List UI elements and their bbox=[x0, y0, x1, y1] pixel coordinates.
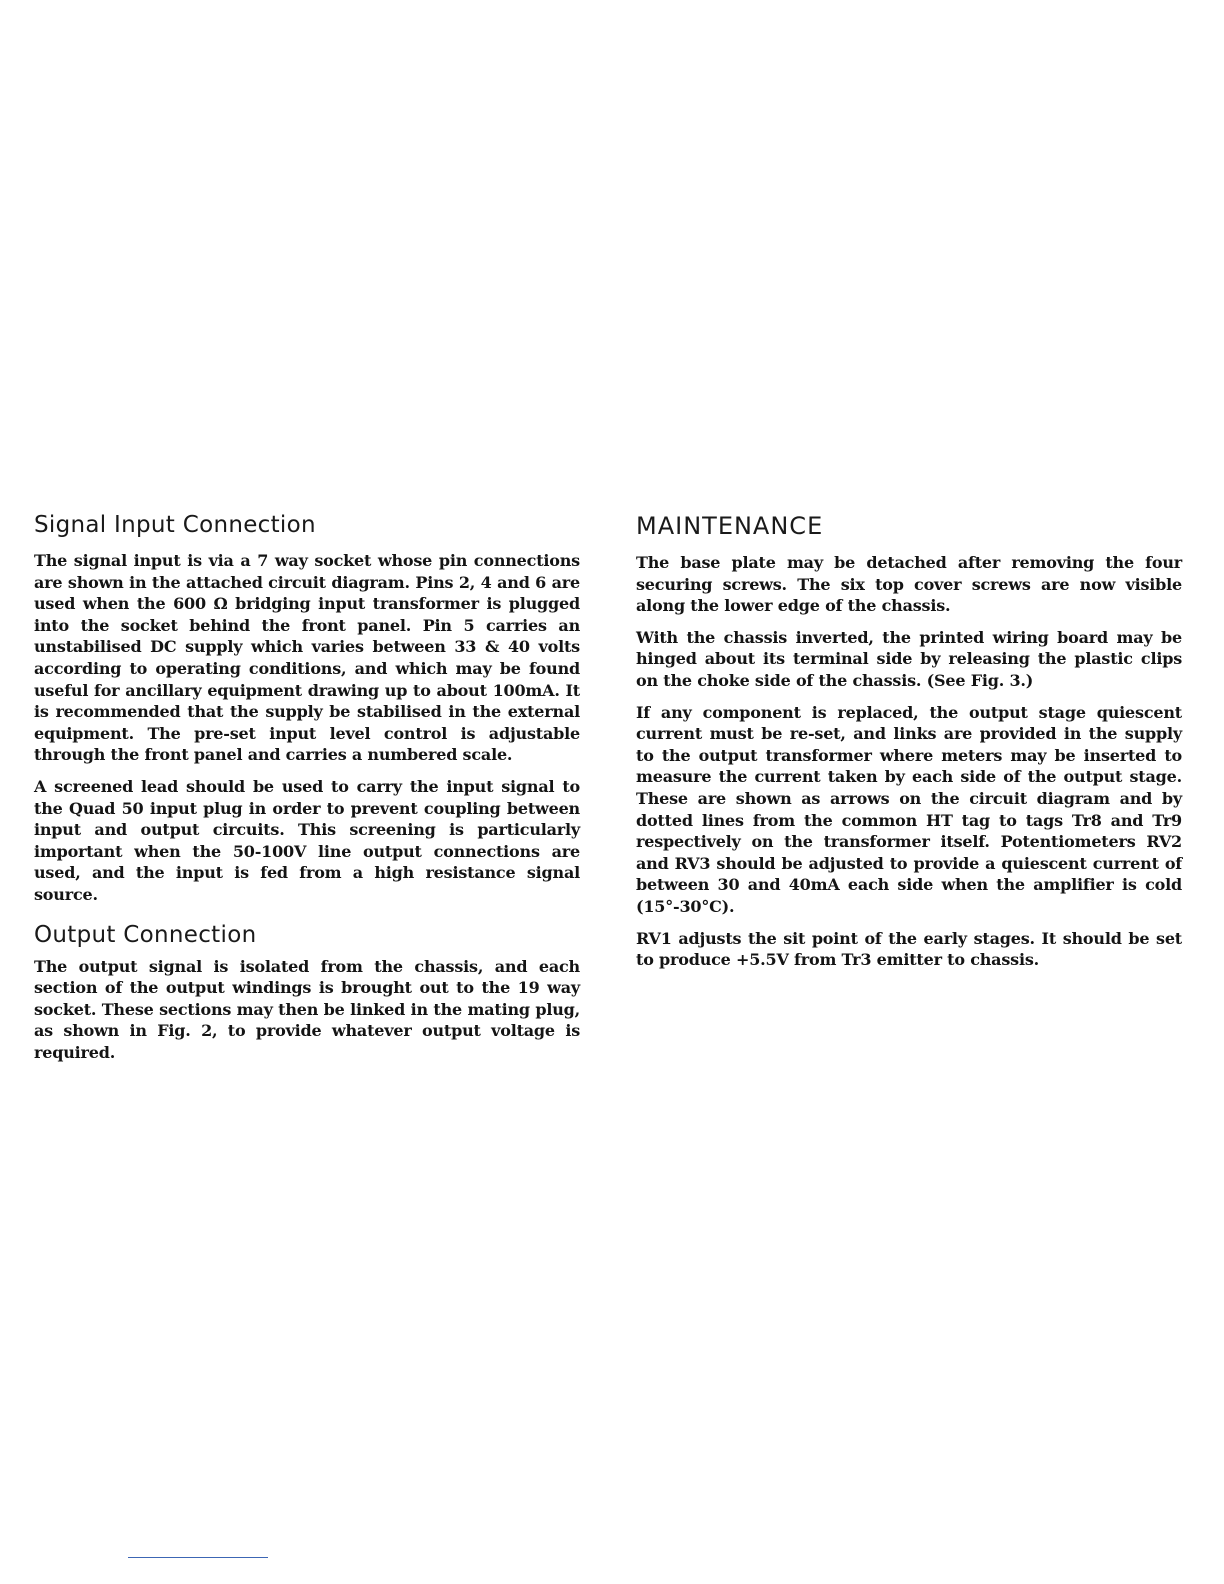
maintenance-paragraph-1: The base plate may be detached after removing the four securing screws. The six top cover screws are now visible along the lower edge of the chassis. bbox=[636, 553, 1182, 616]
maintenance-paragraph-3: If any component is replaced, the output stage quiescent current must be re-set, and links are provided in the supply to the output transformer where meters may be inserted to measure the current taken by each side of the output stage. These are shown as arrows on the circuit diagram and by dotted lines from the common HT tag to tags Tr8 and Tr9 respectively on the transformer itself. Potentiometers RV2 and RV3 should be adjusted to provide a quiescent current of between 30 and 40mA each side when the amplifier is cold (15°-30°C). bbox=[636, 702, 1182, 916]
output-connection-heading: Output Connection bbox=[34, 921, 257, 948]
signal-input-heading: Signal Input Connection bbox=[34, 512, 316, 538]
left-column bbox=[34, 512, 580, 1073]
maintenance-paragraph-4: RV1 adjusts the sit point of the early stages. It should be set to produce +5.5V from Tr3 emitter to chassis. bbox=[636, 928, 1182, 970]
signal-input-paragraph-2: A screened lead should be used to carry the input signal to the Quad 50 input plug in order to prevent coupling between input and output circuits. This screening is particularly important when the 50-100V line output connections are used, and the input is fed from a high resistance signal source. bbox=[34, 776, 580, 904]
maintenance-heading: MAINTENANCE bbox=[636, 512, 824, 540]
output-connection-paragraph: The output signal is isolated from the chassis, and each section of the output windings is brought out to the 19 way socket. These sections may then be linked in the mating plug, as shown in Fig. 2, to provide whatever output voltage is required. bbox=[34, 956, 580, 1062]
signal-input-paragraph-1: The signal input is via a 7 way socket whose pin connections are shown in the attached circuit diagram. Pins 2, 4 and 6 are used when the 600 Ω bridging input transformer is plugged into the socket behind the front panel. Pin 5 carries an unstabilised DC supply which varies between 33 & 40 volts according to operating conditions, and which may be found useful for ancillary equipment drawing up to about 100mA. It is recommended that the supply be stabilised in the external equipment. The pre-set input level control is adjustable through the front panel and carries a numbered scale. bbox=[34, 551, 580, 765]
footer-rule bbox=[128, 1557, 268, 1558]
maintenance-paragraph-2: With the chassis inverted, the printed wiring board may be hinged about its terminal side by releasing the plastic clips on the choke side of the chassis. (See Fig. 3.) bbox=[636, 627, 1182, 690]
right-column bbox=[636, 512, 1182, 981]
